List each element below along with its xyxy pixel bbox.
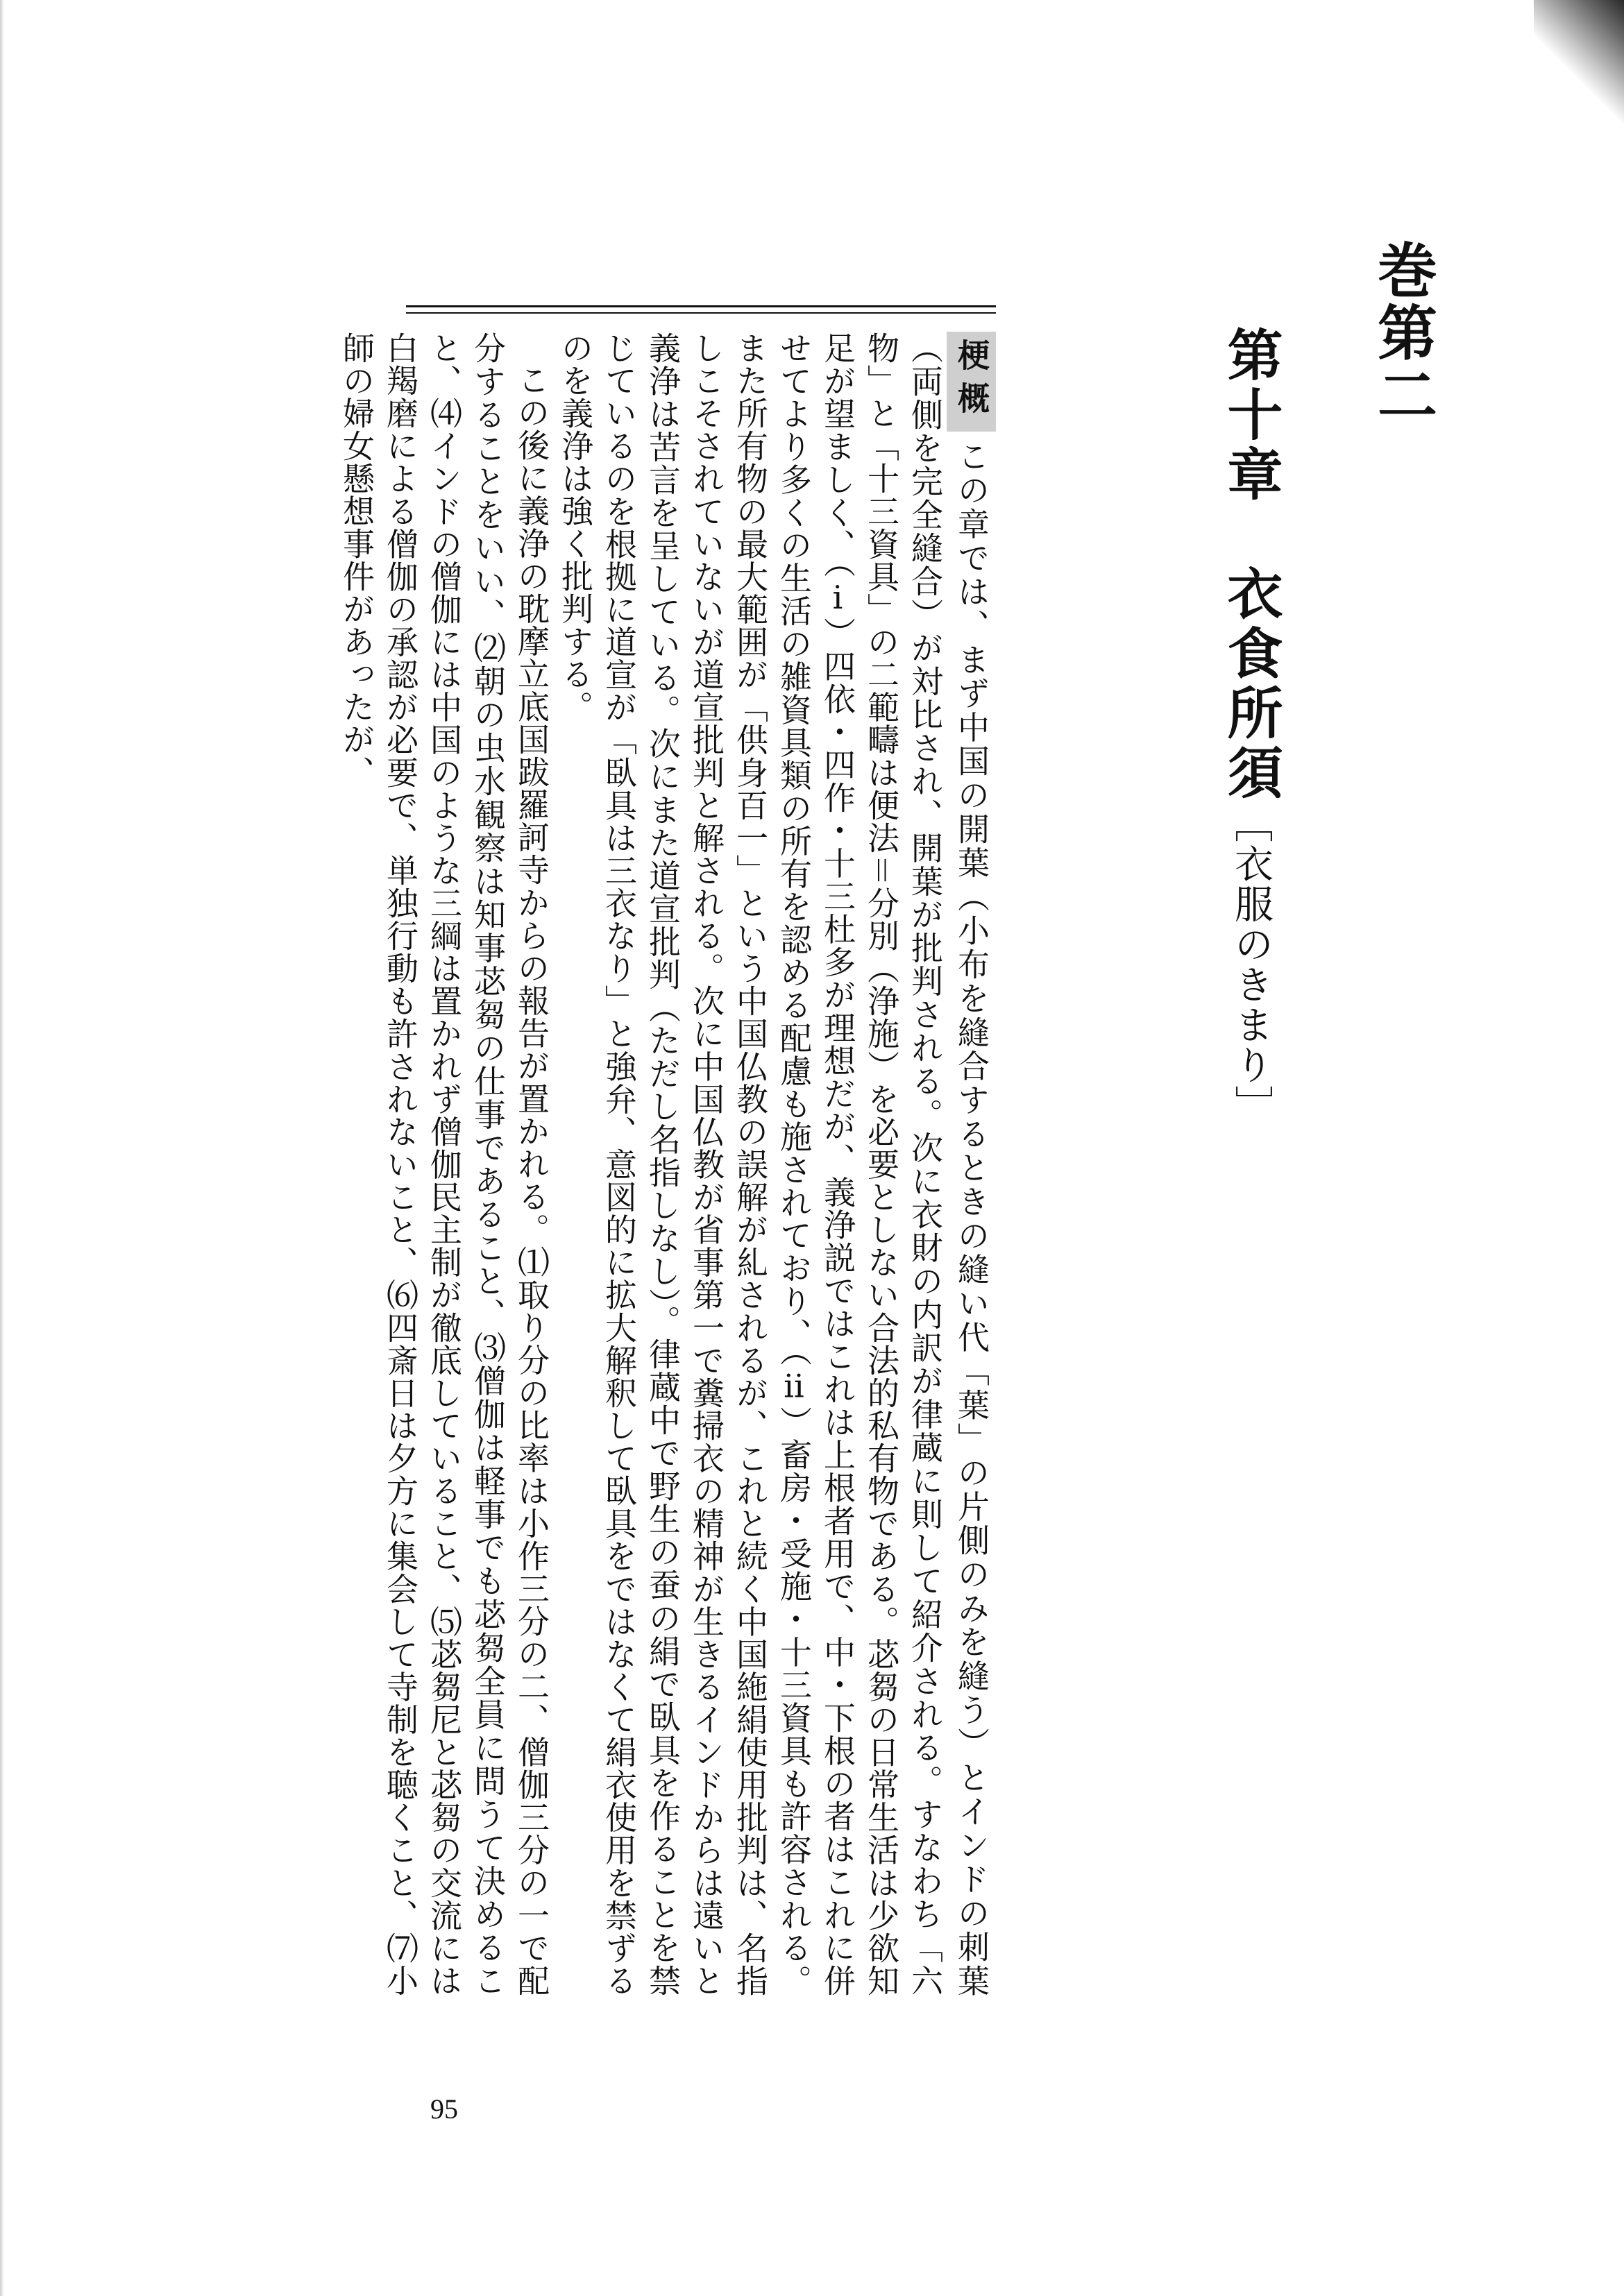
frame-top-rule-inner xyxy=(406,312,996,314)
chapter-title xyxy=(1217,326,1284,1125)
volume-title: 巻第二 xyxy=(1367,239,1437,427)
summary-label: 梗概 xyxy=(947,332,996,432)
page-number: 95 xyxy=(430,2093,458,2125)
summary-block xyxy=(338,332,996,1998)
summary-paragraph-2: この後に義浄の耽摩立底国跋羅訶寺からの報告が置かれる。⑴取り分の比率は小作三分の二、僧伽三分の一で配分することをいい、⑵朝の虫水観察は知事苾芻の仕事であること、⑶僧伽は軽事でも苾芻全員に問うて決めること、⑷インドの僧伽には中国のような三綱は置かれず僧伽民主制が徹底していること、⑸苾芻尼と苾芻の交流には白羯磨による僧伽の承認が必要で、単独行動も許されないこと、⑹四斎日は夕方に集会して寺制を聴くこと、⑺小師の婦女懸想事件があったが、 xyxy=(338,332,550,1998)
chapter-note: ［衣服のきまり］ xyxy=(1228,803,1274,1125)
chapter-heading: 第十章 衣食所須 xyxy=(1218,326,1283,803)
scan-shadow xyxy=(1534,0,1624,139)
summary-paragraph-1: この章では、まず中国の開葉（小布を縫合するときの縫い代「葉」の片側のみを縫う）とインドの刺葉（両側を完全縫合）が対比され、開葉が批判される。次に衣財の内訳が律蔵に則して紹介される。すなわち「六物」と「十三資具」の二範疇は便法＝分別（浄施）を必要としない合法的私有物である。苾芻の日常生活は少欲知足が望ましく、（ⅰ）四依・四作・十三杜多が理想だが、義浄説ではこれは上根者用で、中・下根の者はこれに併せてより多くの生活の雑資具類の所有を認める配慮も施されており、（ⅱ）畜房・受施・十三資具も許容される。また所有物の最大範囲が「供身百一」という中国仏教の誤解が糺されるが、これと続く中国絁絹使用批判は、名指しこそされていないが道宣批判と解される。次に中国仏教が省事第一で糞掃衣の精神が生きるインドからは遠いと義浄は苦言を呈している。次にまた道宣批判（ただし名指しなし）。律蔵中で野生の蚕の絹で臥具を作ることを禁じているのを根拠に道宣が「臥具は三衣なり」と強弁、意図的に拡大解釈して臥具をではなくて絹衣使用を禁ずるのを義浄は強く批判する。 xyxy=(557,332,990,1998)
page-edge xyxy=(0,0,4,2296)
frame-top-rule xyxy=(406,305,996,307)
